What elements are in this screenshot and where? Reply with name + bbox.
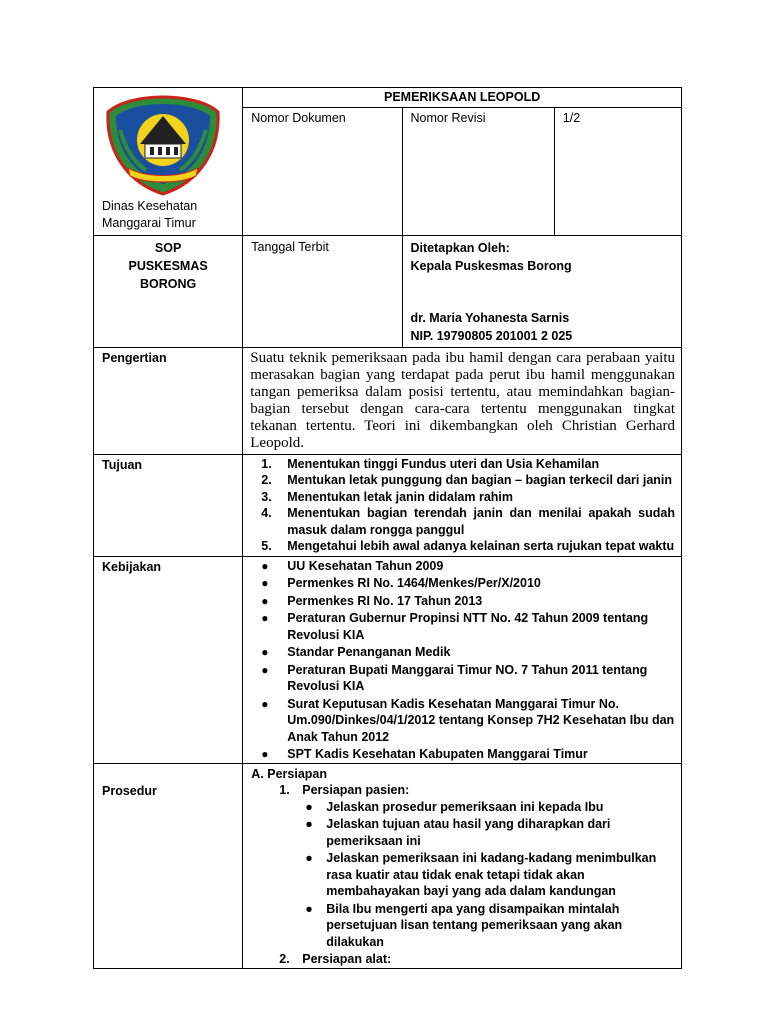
document-title: PEMERIKSAAN LEOPOLD [243,88,682,108]
set-by-cell [402,235,681,347]
bullet-icon: ● [261,558,269,573]
list-item [243,644,675,661]
list-text: Peraturan Gubernur Propinsi NTT No. 42 Tahun 2009 tentang Revolusi KIA [287,611,649,642]
signer-nip: NIP. 19790805 201001 2 025 [410,328,573,343]
page-cell [554,107,681,235]
list-number: 3. [261,489,272,504]
bullet-icon: ● [261,611,269,625]
list-text: Surat Keputusan Kadis Kesehatan Manggarai Timur No. Um.090/Dinkes/04/1/2012 tentang Konsep 7H2 Kesehatan Ibu dan Anak Tahun 2012 [287,696,675,744]
list-item [243,610,675,643]
list-item [243,662,675,695]
bullet-icon: ● [261,645,269,659]
list-text: Menentukan letak janin didalam rahim [287,489,514,504]
list-number: 5. [261,539,272,553]
step-1-number: 1. [279,783,290,797]
list-item [243,456,675,473]
set-by-label: Ditetapkan Oleh: [410,240,510,255]
list-text: Bila Ibu mengerti apa yang disampaikan mintalah persetujuan lisan tentang pemeriksaan yang akan dilakukan [326,901,623,949]
regency-logo-emblem [100,90,226,200]
bullet-icon: ● [305,817,313,831]
sop-line-2: PUSKESMAS [128,258,208,273]
step-1-title: Persiapan pasien: [302,783,410,797]
list-item [247,901,675,951]
list-text: Permenkes RI No. 17 Tahun 2013 [287,593,483,608]
list-item [243,489,675,506]
list-item [243,558,675,575]
section-a-title: Persiapan [267,766,328,781]
set-by-role: Kepala Puskesmas Borong [410,258,572,273]
kebijakan-list [243,558,675,763]
list-text: Jelaskan pemeriksaan ini kadang-kadang menimbulkan rasa kuatir atau tidak enak tetapi tidak akan membahayakan bayi yang ada dalam kandungan [326,851,657,898]
tujuan-cell [243,454,682,556]
doc-number-cell [243,107,402,235]
tujuan-label: Tujuan [94,454,243,556]
list-text: Jelaskan tujuan atau hasil yang diharapkan dari pemeriksaan ini [326,817,611,848]
revision-label: Nomor Revisi [410,110,486,125]
list-text: Menentukan tinggi Fundus uteri dan Usia Kehamilan [287,456,600,471]
list-text: Mentukan letak punggung dan bagian – bagian terkecil dari janin [287,473,673,487]
organization-name [102,198,232,231]
list-text: Standar Penanganan Medik [287,645,451,659]
list-text: SPT Kadis Kesehatan Kabupaten Manggarai Timur [287,747,588,761]
sop-line-3: BORONG [140,276,197,291]
list-item [243,746,675,763]
bullet-icon: ● [261,696,269,711]
organization-line-1: Dinas Kesehatan [102,199,198,213]
issue-date-label: Tanggal Terbit [251,239,329,254]
kebijakan-cell [243,556,682,763]
list-item [247,799,675,816]
organization-line-2: Manggarai Timur [102,215,196,230]
list-text: Peraturan Bupati Manggarai Timur NO. 7 Tahun 2011 tentang Revolusi KIA [287,662,648,693]
bullet-icon: ● [261,747,269,761]
page-number: 1/2 [562,110,581,125]
bullet-icon: ● [305,851,313,865]
pengertian-label: Pengertian [94,347,243,454]
kebijakan-label: Kebijakan [94,556,243,763]
list-text: Mengetahui lebih awal adanya kelainan serta rujukan tepat waktu [287,539,675,553]
prosedur-cell [243,763,682,968]
list-text: Menentukan bagian terendah janin dan menilai apakah sudah masuk dalam rongga panggul [287,506,675,537]
list-number: 2. [261,473,272,487]
list-text: Permenkes RI No. 1464/Menkes/Per/X/2010 [287,576,541,590]
step-2-title: Persiapan alat: [302,952,392,966]
list-number: 1. [261,456,272,471]
step-2-number: 2. [279,952,290,966]
list-item [243,472,675,489]
sop-cell [94,235,243,347]
section-a-number: A. [251,766,264,781]
revision-cell [402,107,554,235]
prosedur-label: Prosedur [94,763,243,968]
sop-line-1: SOP [154,240,182,255]
list-item [247,850,675,900]
section-a [247,766,675,783]
list-item [243,696,675,746]
logo-cell [94,88,243,236]
list-number: 4. [261,506,272,520]
tujuan-list [243,456,675,555]
sop-table [93,87,682,969]
step-1 [247,782,675,799]
list-item [243,575,675,592]
list-text: UU Kesehatan Tahun 2009 [287,558,444,573]
signer-name: dr. Maria Yohanesta Sarnis [410,310,570,325]
doc-number-label: Nomor Dokumen [251,110,346,125]
sop-document [93,87,682,966]
step-2 [247,951,675,968]
list-text: Jelaskan prosedur pemeriksaan ini kepada Ibu [326,799,604,814]
list-item [243,593,675,610]
bullet-icon: ● [305,901,313,916]
bullet-icon: ● [261,576,269,590]
issue-date-cell [243,235,402,347]
list-item [243,505,675,538]
list-item [243,538,675,555]
pengertian-text: Suatu teknik pemeriksaan pada ibu hamil dengan cara perabaan yaitu merasakan bagian yang terdapat pada perut ibu hamil menggunakan tangan pemeriksa dalam posisi tertentu, atau memindahkan bagian-bagian tersebut dengan cara-cara tertentu menggunakan tingkat tekanan tertentu. Teori ini dikembangkan oleh Christian Gerhard Leopold. [243,347,682,454]
bullet-icon: ● [305,799,313,814]
list-item [247,816,675,849]
bullet-icon: ● [261,593,269,608]
bullet-icon: ● [261,662,269,677]
